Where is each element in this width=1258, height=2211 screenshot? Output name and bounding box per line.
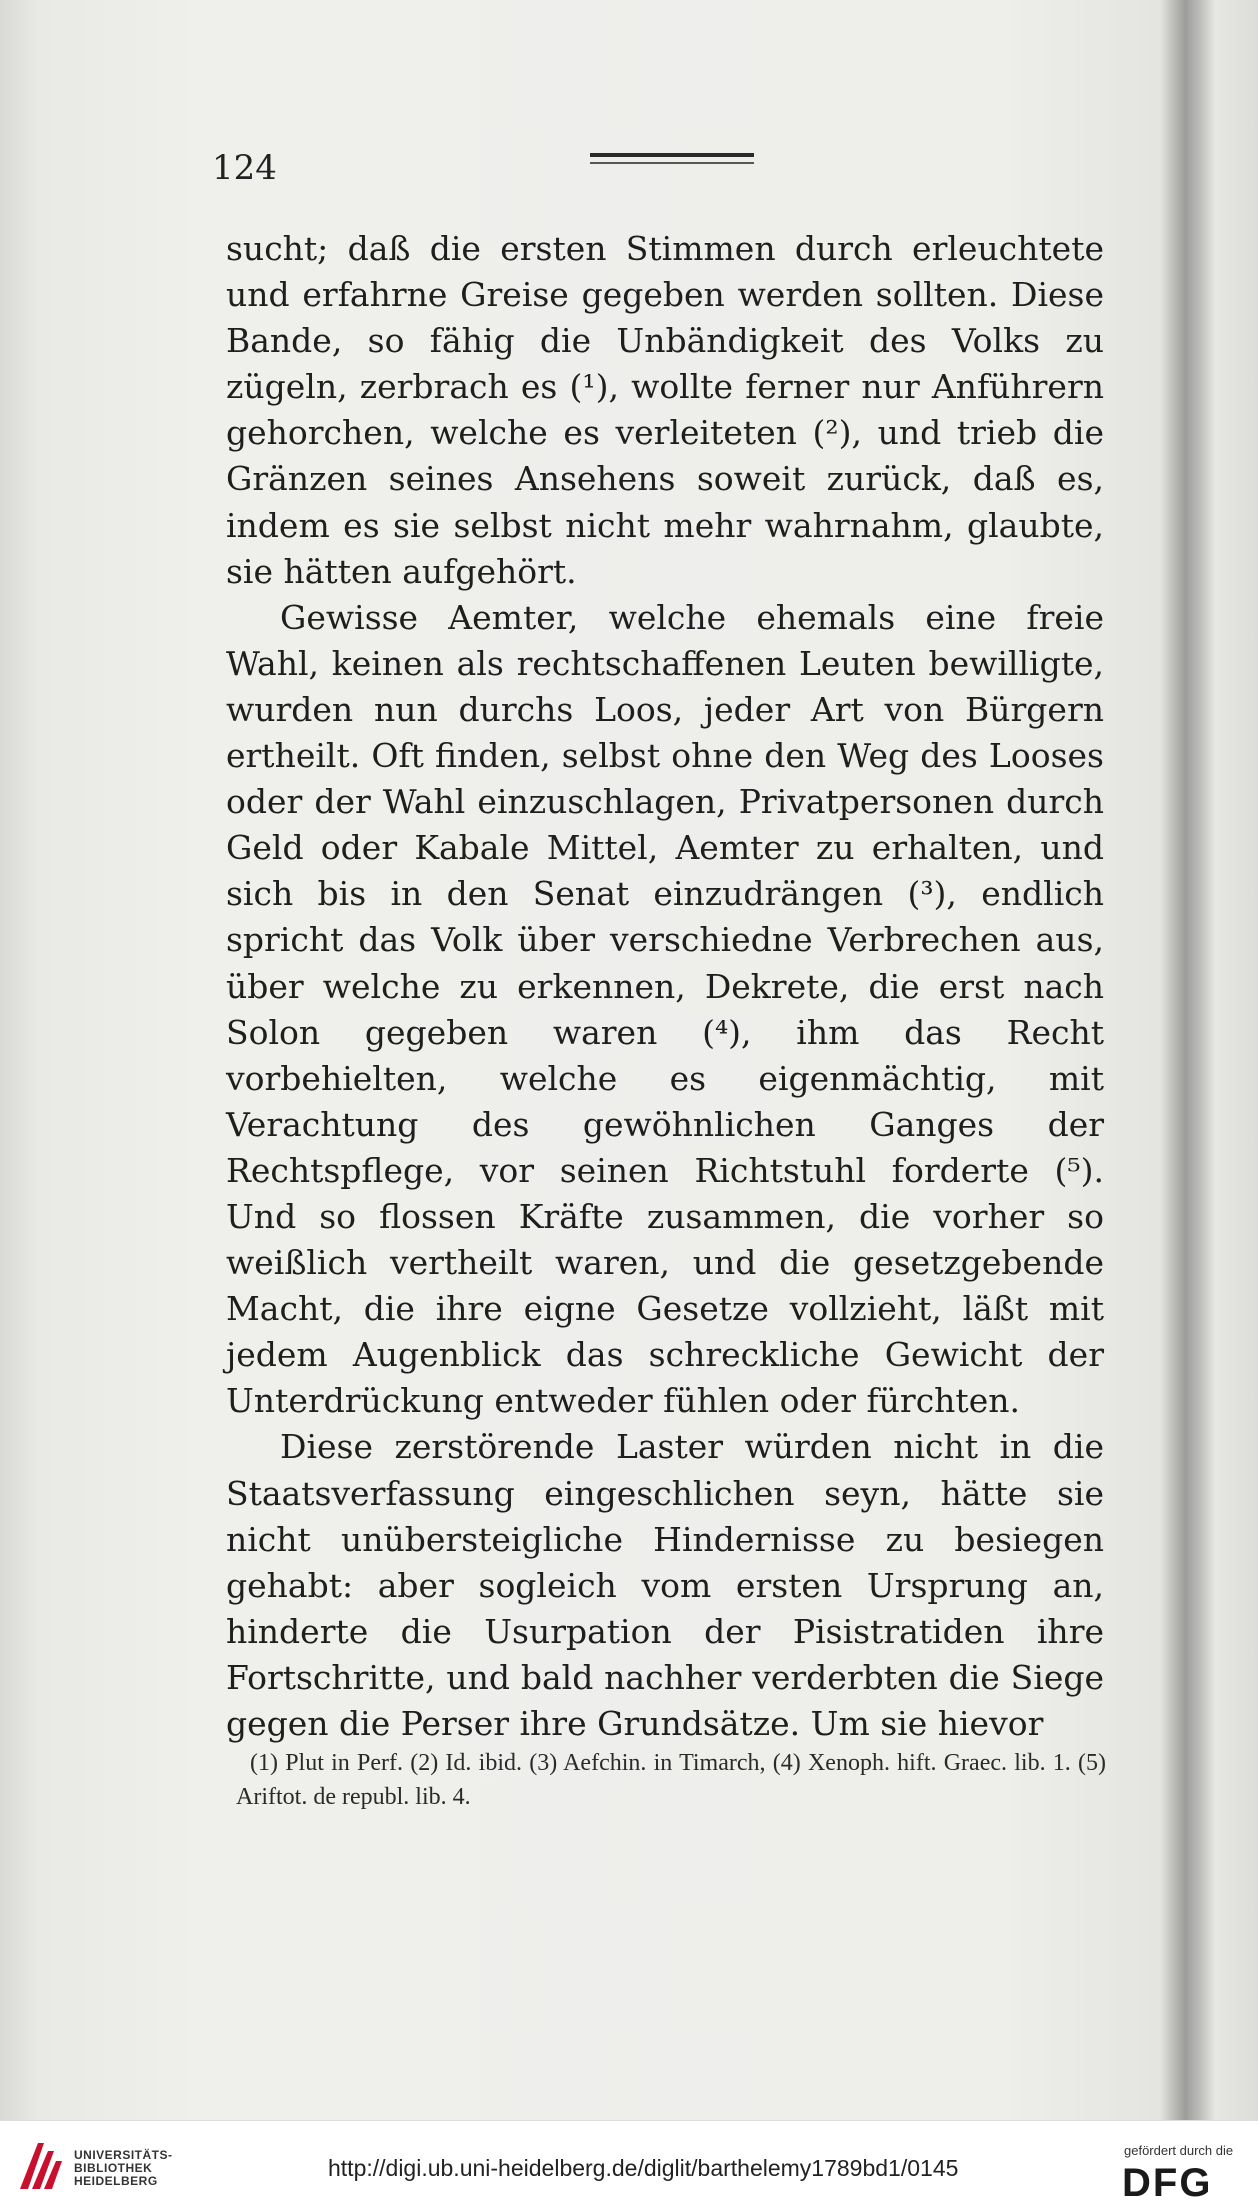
library-name-line: UNIVERSITÄTS- [74,2148,173,2162]
permalink-url[interactable]: http://digi.ub.uni-heidelberg.de/diglit/barthelemy1789bd1/0145 [328,2155,959,2181]
header-rule-thin [590,162,754,164]
page-number: 124 [212,148,277,188]
header-rule [590,153,754,157]
paragraph: Gewisse Aemter, welche ehemals eine freie Wahl, keinen als rechtschaffenen Leuten bewilligte, wurden nun durchs Loos, jeder Art von Bürgern ertheilt. Oft finden, selbst ohne den Weg des Looses oder der Wahl einzuschlagen, Privatpersonen durch Geld oder Kabale Mittel, Aemter zu erhalten, und sich bis in den Senat einzudrängen (³), endlich spricht das Volk über verschiedne Verbrechen aus, über welche zu erkennen, Dekrete, die erst nach Solon gegeben waren (⁴), ihm das Recht vorbehielten, welche es eigenmächtig, mit Verachtung des gewöhnlichen Ganges der Rechtspflege, vor seinen Richtstuhl forderte (⁵). Und so flossen Kräfte zusammen, die vorher so weißlich vertheilt waren, und die gesetzgebende Macht, die ihre eigne Gesetze vollzieht, läßt mit jedem Augenblick das schreckliche Gewicht der Unterdrückung entweder fühlen oder fürchten. [226,597,1104,1421]
body-text [226,226,1104,1747]
library-name [74,2149,173,2188]
dfg-logo[interactable]: DFG [1122,2161,1213,2205]
library-name-line: BIBLIOTHEK [74,2161,153,2175]
paragraph: Diese zerstörende Laster würden nicht in die Staatsverfassung eingeschlichen seyn, hätte sie nicht unübersteigliche Hindernisse zu besiegen gehabt: aber sogleich vom ersten Ursprung an, hinderte die Usurpation der Pisistratiden ihre Fortschritte, und bald nachher verderbten die Siege gegen die Perser ihre Grundsätze. Um sie hievor [226,1427,1104,1743]
university-library-logo-icon[interactable] [14,2137,68,2195]
paragraph: sucht; daß die ersten Stimmen durch erleuchtete und erfahrne Greise gegeben werden sollten. Diese Bande, so fähig die Unbändigkeit des Volks zu zügeln, zerbrach es (¹), wollte ferner nur Anführern gehorchen, welche es verleiteten (²), und trieb die Gränzen seines Ansehens soweit zurück, daß es, indem es sie selbst nicht mehr wahrnahm, glaubte, sie hätten aufgehört. [226,229,1104,591]
footer-bar [0,2120,1258,2211]
library-name-line: HEIDELBERG [74,2174,158,2188]
footnotes: (1) Plut in Perf. (2) Id. ibid. (3) Aefchin. in Timarch, (4) Xenoph. hift. Graec. lib. 1. (5) Ariftot. de republ. lib. 4. [236,1750,1106,1810]
funded-by-label: gefördert durch die [1124,2143,1234,2158]
